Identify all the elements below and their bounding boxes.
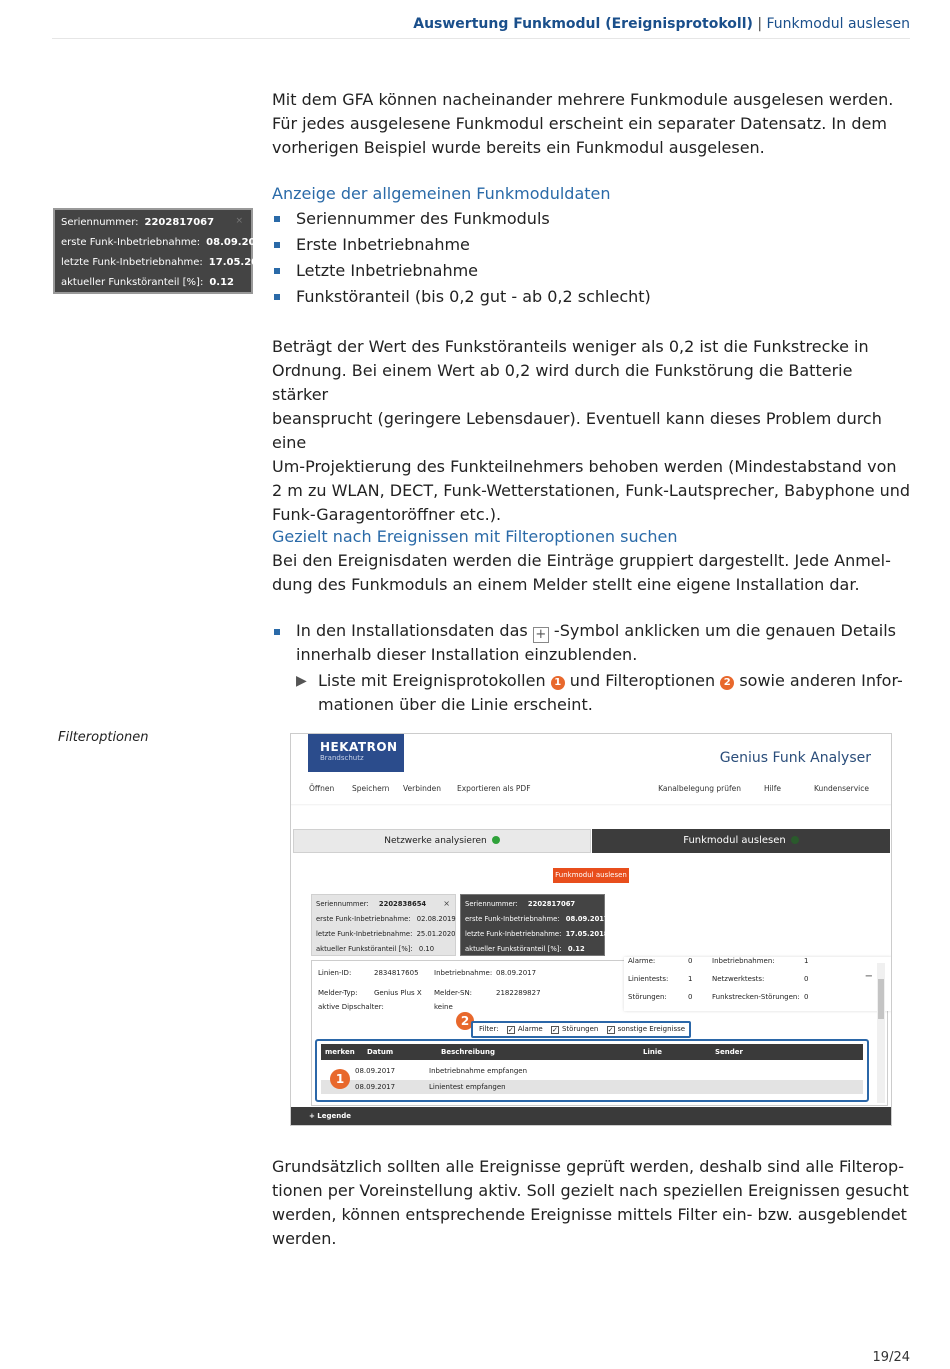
filter-label: Filter: <box>479 1025 499 1033</box>
text-line: Grundsätzlich sollten alle Ereignisse geprüft werden, deshalb sind alle Filterop- <box>272 1157 904 1176</box>
scrollbar-thumb[interactable] <box>878 979 884 1019</box>
status-dot-icon <box>492 836 500 844</box>
text-line: Um-Projektierung des Funkteilnehmers behoben werden (Mindestabstand von <box>272 457 897 476</box>
checkbox-other-events[interactable]: ✓ <box>607 1026 614 1034</box>
panel-row: Seriennummer: 2202817067 <box>61 217 215 228</box>
menu-open[interactable]: Öffnen <box>309 784 335 793</box>
panel-row: aktueller Funkstöranteil [%]: 0.12 <box>61 277 234 288</box>
text-line: Ordnung. Bei einem Wert ab 0,2 wird durch die Funkstörung die Batterie stärker <box>272 361 853 404</box>
app-screenshot <box>290 733 892 1126</box>
list-item: Letzte Inbetriebnahme <box>272 258 912 284</box>
text-line: werden, können entsprechende Ereignisse mittels Filter ein- bzw. ausgeblendet <box>272 1205 907 1224</box>
plus-icon: + <box>533 627 549 643</box>
menu-customer-service[interactable]: Kundenservice <box>813 784 869 793</box>
page-number: 19/24 <box>872 1350 910 1365</box>
text-line: tionen per Voreinstellung aktiv. Soll gezielt nach speziellen Ereignissen gesucht <box>272 1181 909 1200</box>
panel-row: erste Funk-Inbetriebnahme: 08.09.2017 <box>61 237 270 248</box>
list-item: In den Installationsdaten das + -Symbol anklicken um die genauen Details innerhalb dieser Installation einzublenden. <box>272 619 912 667</box>
menu-bar <box>309 784 869 798</box>
scrollbar[interactable] <box>877 963 885 1103</box>
filter-bar: Filter: ✓ Alarme ✓ Störungen ✓ sonstige Ereignisse <box>471 1021 691 1038</box>
menu-channel-check[interactable]: Kanalbelegung prüfen <box>658 784 741 793</box>
text-line: 2 m zu WLAN, DECT, Funk-Wetterstationen, Funk-Lautsprecher, Babyphone und <box>272 481 911 500</box>
section-heading: Anzeige der allgemeinen Funkmoduldaten <box>272 184 611 203</box>
menu-export-pdf[interactable]: Exportieren als PDF <box>457 784 531 793</box>
header-title: Auswertung Funkmodul (Ereignisprotokoll) <box>413 16 753 32</box>
app-title: Genius Funk Analyser <box>719 750 871 766</box>
module-data-panel <box>53 208 273 294</box>
text-line: Funk-Garagentoröffner etc.). <box>272 505 502 524</box>
text-line: vorherigen Beispiel wurde bereits ein Funkmodul ausgelesen. <box>272 138 765 157</box>
paragraph-interference <box>272 335 912 527</box>
panel-row: letzte Funk-Inbetriebnahme: 17.05.2018 <box>61 257 273 268</box>
text-line: Beträgt der Wert des Funkstöranteils weniger als 0,2 ist die Funkstrecke in <box>272 337 869 356</box>
module-card-selected[interactable]: Seriennummer: 2202817067 erste Funk-Inbetriebnahme: 08.09.2017 letzte Funk-Inbetriebnahme: 17.05.2018 aktueller Funkstöranteil [%]: 0.12 <box>460 894 605 956</box>
checkbox-alarms[interactable]: ✓ <box>507 1026 514 1034</box>
statistics-box: Alarme: 0 Inbetriebnahmen: 1 Linientests: 1 Netzwerktests: 0 Störungen: 0 Funkstrecken-Störungen: 0 <box>624 957 892 1011</box>
text-line: werden. <box>272 1229 337 1248</box>
menu-help[interactable]: Hilfe <box>763 784 781 793</box>
header-divider <box>52 38 910 39</box>
text-line: beansprucht (geringere Lebensdauer). Eventuell kann dieses Problem durch eine <box>272 409 882 452</box>
checkbox-faults[interactable]: ✓ <box>552 1026 558 1034</box>
status-dot-icon <box>791 836 799 844</box>
read-module-button[interactable]: Funkmodul auslesen <box>553 868 629 883</box>
section-filter <box>272 525 912 717</box>
list-item: Funkstöranteil (bis 0,2 gut - ab 0,2 schlecht) <box>272 284 912 310</box>
hekatron-logo: HEKATRON Brandschutz <box>308 734 404 772</box>
table-header: merken Datum Beschreibung Linie Sender <box>321 1044 863 1060</box>
table-row[interactable]: 08.09.2017 Inbetriebnahme empfangen <box>321 1064 863 1078</box>
text-line: Bei den Ereignisdaten werden die Einträge gruppiert dargestellt. Jede Anmel- <box>272 551 891 570</box>
menu-connect[interactable]: Verbinden <box>403 784 441 793</box>
menu-save[interactable]: Speichern <box>352 784 390 793</box>
bullet-list <box>272 619 912 667</box>
text-line: dung des Funkmoduls an einem Melder stellt eine eigene Installation dar. <box>272 575 860 594</box>
header-separator: | <box>757 16 763 32</box>
bullet-list <box>272 206 912 310</box>
arrow-right-icon: ▶ <box>296 673 307 689</box>
close-icon[interactable]: × <box>443 899 450 908</box>
text-line: Für jedes ausgelesene Funkmodul erscheint ein separater Datensatz. In dem <box>272 114 887 133</box>
section-heading: Gezielt nach Ereignissen mit Filteroptionen suchen <box>272 527 678 546</box>
event-list <box>315 1039 869 1102</box>
tab-analyze-networks[interactable]: Netzwerke analysieren <box>293 829 591 853</box>
badge-two: 2 <box>720 676 734 690</box>
intro-paragraph <box>272 88 912 160</box>
figure-caption: Filteroptionen <box>58 730 149 745</box>
sub-item: ▶ Liste mit Ereignisprotokollen 1 und Filteroptionen 2 sowie anderen Infor- mationen über die Linie erscheint. <box>296 671 903 714</box>
installation-details: Linien-ID: 2834817605 Inbetriebnahme: 08.09.2017 Melder-Typ: Genius Plus X Melder-SN: 2182289827 aktive Dipschalter: keine Alarme: 0 Inbetriebnahmen: 1 Linientests: 1 Netzwerktests: 0 Störungen: 0 Funkstrecken-Störungen: 0 − <box>311 960 888 1106</box>
closing-paragraph <box>272 1155 912 1251</box>
header-subtitle: Funkmodul auslesen <box>766 16 910 32</box>
table-row[interactable]: 08.09.2017 Linientest empfangen <box>321 1080 863 1094</box>
page-header <box>413 16 910 32</box>
module-card[interactable]: × Seriennummer: 2202838654 erste Funk-Inbetriebnahme: 02.08.2019 letzte Funk-Inbetriebnahme: 25.01.2020 aktueller Funkstöranteil [%]: 0.10 <box>311 894 456 956</box>
tab-read-module[interactable]: Funkmodul auslesen <box>592 829 890 853</box>
collapse-icon[interactable]: − <box>864 971 873 982</box>
badge-two: 2 <box>456 1012 474 1030</box>
text-line: Mit dem GFA können nacheinander mehrere Funkmodule ausgelesen werden. <box>272 90 894 109</box>
list-item: Erste Inbetriebnahme <box>272 232 912 258</box>
close-icon: × <box>235 216 243 226</box>
section-general-data <box>272 182 912 310</box>
list-item: Seriennummer des Funkmoduls <box>272 206 912 232</box>
badge-one: 1 <box>551 676 565 690</box>
legend-toggle[interactable]: + Legende <box>291 1107 891 1125</box>
badge-one: 1 <box>330 1069 350 1089</box>
menu-divider <box>291 804 891 806</box>
